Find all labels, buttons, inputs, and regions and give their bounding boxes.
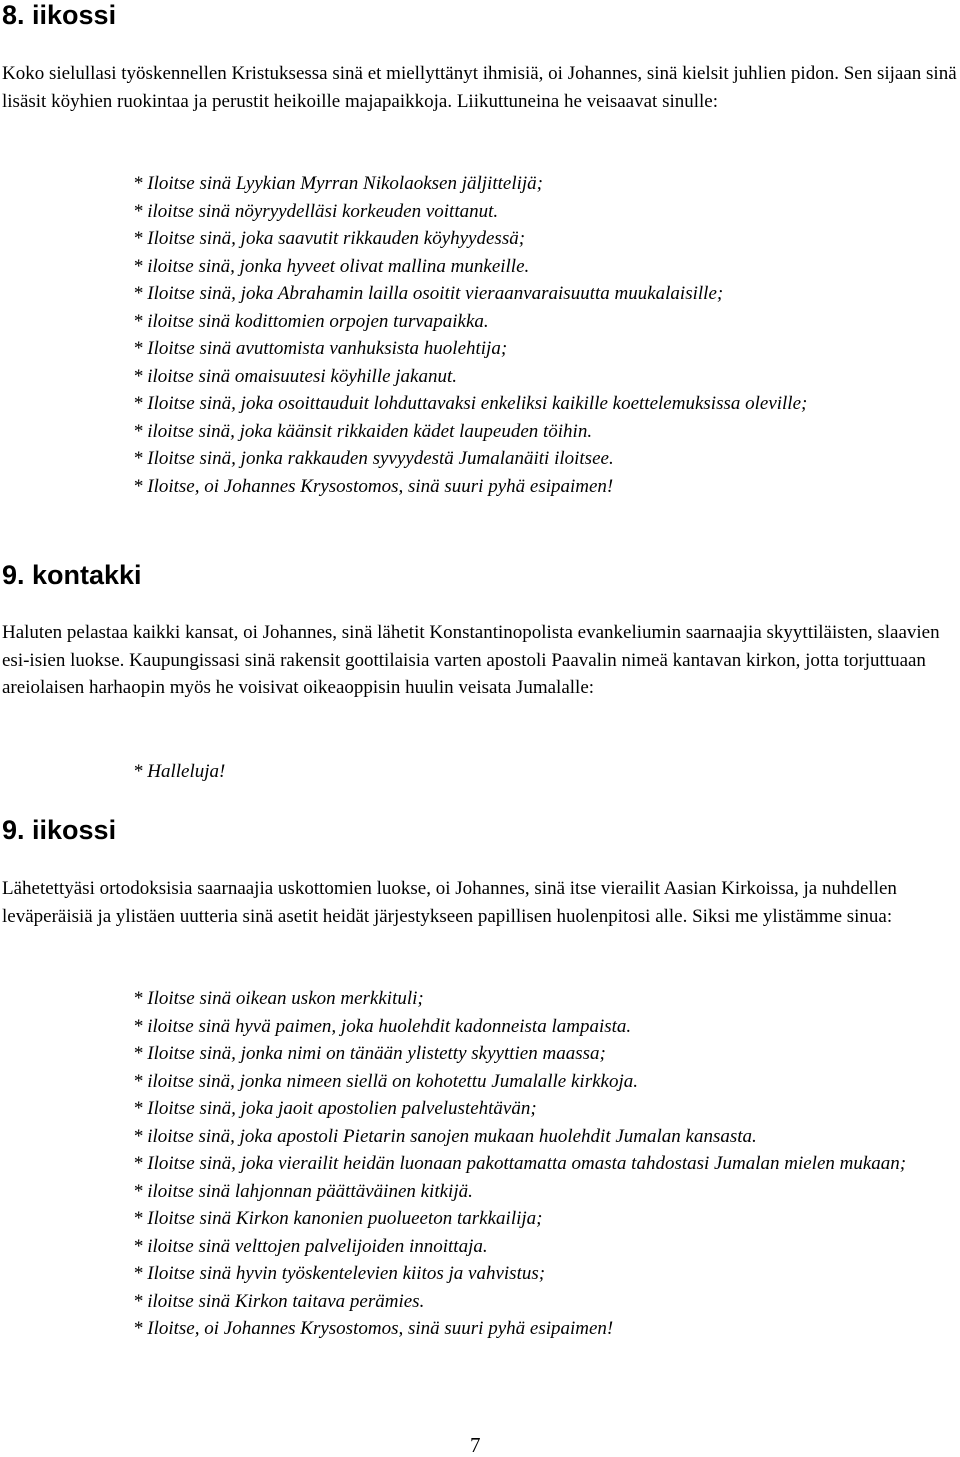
hymn-list-8-iikossi [133,170,933,500]
hymn-line: * Iloitse sinä, joka osoittauduit lohduttavaksi enkeliksi kaikille koettelemuksissa oleville; [133,393,808,414]
hymn-line: * Iloitse, oi Johannes Krysostomos, sinä suuri pyhä esipaimen! [133,475,614,497]
hymn-line: * iloitse sinä lahjonnan päättäväinen kitkijä. [133,1180,473,1202]
hymn-line: * iloitse sinä, joka apostoli Pietarin sanojen mukaan huolehdit Jumalan kansasta. [133,1125,757,1147]
section-paragraph-8-iikossi: Koko sielullasi työskennellen Kristuksessa sinä et miellyttänyt ihmisiä, oi Johannes, sinä kielsit juhlien pidon. Sen sijaan sinä lisäsit köyhien ruokintaa ja perustit heikoille majapaikkoja. Liikuttuneina he veisaavat sinulle: [2,63,957,112]
hymn-line: * Iloitse sinä, joka Abrahamin lailla osoitit vieraanvaraisuutta muukalaisille; [133,283,724,304]
hymn-list-9-kontakki [133,758,933,786]
section-heading-8-iikossi: 8. iikossi [2,0,117,30]
hymn-line: * iloitse sinä velttojen palvelijoiden innoittaja. [133,1235,488,1257]
hymn-line: * iloitse sinä, joka käänsit rikkaiden kädet laupeuden töihin. [133,420,593,442]
hymn-line: * iloitse sinä kodittomien orpojen turvapaikka. [133,310,489,332]
hymn-line: * iloitse sinä nöyryydelläsi korkeuden voittanut. [133,200,499,222]
hymn-line: * Iloitse, oi Johannes Krysostomos, sinä suuri pyhä esipaimen! [133,1318,614,1339]
section-paragraph-9-kontakki: Haluten pelastaa kaikki kansat, oi Johannes, sinä lähetit Konstantinopolista evankeliumin saarnaajia skyyttiläisten, slaavien esi-isien luokse. Kaupungissasi sinä rakensit goottilaisia varten apostoli Paavalin nimeä kantavan kirkon, jotta torjuttuaan areiolaisen harhaopin myös he voisivat oikeaoppisin huulin veisata Jumalalle: [2,622,940,698]
section-paragraph-9-iikossi: Lähetettyäsi ortodoksisia saarnaajia uskottomien luokse, oi Johannes, sinä itse vierailit Aasian Kirkoissa, ja nuhdellen leväperäisiä ja ylistäen uutteria sinä asetit heidät järjestykseen papillisen huolenpitosi alle. Siksi me ylistämme sinua: [2,878,897,927]
section-heading-9-iikossi: 9. iikossi [2,815,117,845]
hymn-line: * Iloitse sinä, joka saavutit rikkauden köyhyydessä; [133,228,526,249]
hymn-list-9-iikossi [133,985,933,1343]
hymn-line: * Iloitse sinä avuttomista vanhuksista huolehtija; [133,338,508,359]
hymn-line: * Iloitse sinä hyvin työskentelevien kiitos ja vahvistus; [133,1263,546,1284]
hymn-line: * Iloitse sinä Kirkon kanonien puolueeton tarkkailija; [133,1208,543,1229]
hymn-line: * iloitse sinä, jonka hyveet olivat mallina munkeille. [133,255,530,277]
hymn-line: * Iloitse sinä, joka vierailit heidän luonaan pakottamatta omasta tahdostasi Jumalan mielen mukaan; [133,1153,907,1174]
page-number: 7 [470,1433,481,1457]
hymn-line: * iloitse sinä omaisuutesi köyhille jakanut. [133,365,458,387]
hymn-line: * Iloitse sinä, jonka nimi on tänään ylistetty skyyttien maassa; [133,1043,606,1064]
hymn-line: * iloitse sinä, jonka nimeen siellä on kohotettu Jumalalle kirkkoja. [133,1070,638,1092]
hymn-line: * Halleluja! [133,761,226,782]
hymn-line: * iloitse sinä hyvä paimen, joka huolehdit kadonneista lampaista. [133,1015,632,1037]
hymn-line: * Iloitse sinä, joka jaoit apostolien palvelustehtävän; [133,1098,537,1119]
hymn-line: * iloitse sinä Kirkon taitava perämies. [133,1290,425,1312]
hymn-line: * Iloitse sinä, jonka rakkauden syvyydestä Jumalanäiti iloitsee. [133,448,614,469]
hymn-line: * Iloitse sinä oikean uskon merkkituli; [133,988,424,1009]
hymn-line: * Iloitse sinä Lyykian Myrran Nikolaoksen jäljittelijä; [133,173,543,194]
section-heading-9-kontakki: 9. kontakki [2,560,142,590]
